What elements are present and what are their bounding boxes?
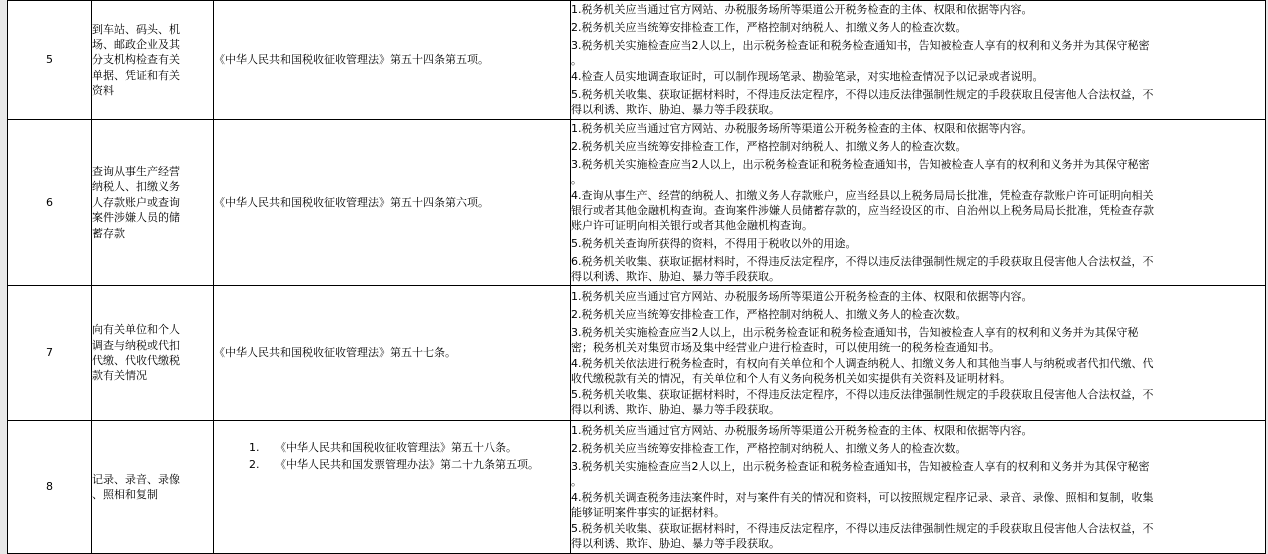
requirements-cell[interactable] bbox=[571, 1, 1266, 120]
tax-inspection-table bbox=[7, 0, 1266, 554]
requirement-line: 3.税务机关实施检查应当2人以上，出示税务检查证和税务检查通知书，告知被检查人享有的权利和义务并为其保守秘 bbox=[571, 325, 1139, 339]
requirement-item bbox=[571, 387, 1265, 418]
requirement-line: 4.查询从事生产、经营的纳税人、扣缴义务人存款账户，应当经县以上税务局局长批准，凭检查存款账户许可证明向相关 bbox=[571, 188, 1154, 202]
item-cell[interactable] bbox=[92, 120, 214, 286]
item-name-line: 资料 bbox=[92, 84, 114, 98]
requirement-line: 3.税务机关实施检查应当2人以上，出示税务检查证和税务检查通知书，告知被检查人享有的权利和义务并为其保守秘密 bbox=[571, 459, 1150, 473]
requirement-item bbox=[571, 188, 1265, 236]
requirement-item bbox=[571, 236, 1265, 254]
requirement-item bbox=[571, 254, 1265, 285]
row-number-cell[interactable] bbox=[8, 1, 92, 120]
legal-basis-item bbox=[214, 422, 570, 454]
legal-basis-cell[interactable] bbox=[214, 120, 571, 286]
table-row bbox=[8, 1, 1266, 120]
item-name-line: 单据、凭证和有关 bbox=[92, 68, 180, 82]
table-row bbox=[8, 421, 1266, 554]
table-row bbox=[8, 120, 1266, 286]
row-number: 8 bbox=[46, 480, 53, 494]
item-name-line: 记录、录音、录像 bbox=[92, 472, 180, 486]
requirements-cell[interactable] bbox=[571, 286, 1266, 421]
item-cell[interactable] bbox=[92, 286, 214, 421]
legal-basis-index: 1. bbox=[248, 441, 260, 454]
item-name-line: 纳税人、扣缴义务 bbox=[92, 180, 180, 194]
requirement-item bbox=[571, 423, 1265, 441]
requirement-item bbox=[571, 139, 1265, 157]
row-number: 6 bbox=[46, 195, 53, 209]
requirement-item bbox=[571, 325, 1265, 356]
legal-basis-text: 《中华人民共和国税收征收管理法》第五十四条第六项。 bbox=[214, 195, 489, 209]
requirement-line: 3.税务机关实施检查应当2人以上，出示税务检查证和税务检查通知书，告知被检查人享有的权利和义务并为其保守秘密 bbox=[571, 39, 1150, 52]
requirement-item bbox=[571, 490, 1265, 521]
requirement-line: 得以利诱、欺诈、胁迫、暴力等手段获取。 bbox=[571, 402, 780, 416]
requirement-line: 5.税务机关查询所获得的资料，不得用于税收以外的用途。 bbox=[571, 236, 857, 250]
requirement-line: 银行或者其他金融机构查询。查询案件涉嫌人员储蓄存款的，应当经设区的市、自治州以上税务局局长批准，凭检查存款 bbox=[571, 203, 1154, 217]
legal-basis-text: 《中华人民共和国税收征收管理法》第五十七条。 bbox=[214, 346, 456, 360]
row-number-cell[interactable] bbox=[8, 421, 92, 554]
legal-basis-text: 《中华人民共和国税收征收管理法》第五十四条第五项。 bbox=[214, 53, 489, 67]
requirement-line: 1.税务机关应当通过官方网站、办税服务场所等渠道公开税务检查的主体、权限和依据等内容。 bbox=[571, 423, 1033, 437]
row-number: 5 bbox=[46, 53, 53, 67]
requirement-line: 。 bbox=[571, 474, 582, 488]
legal-basis-cell[interactable] bbox=[214, 1, 571, 120]
item-name-line: 到车站、码头、机 bbox=[92, 22, 180, 36]
requirement-item bbox=[571, 20, 1265, 38]
item-name-line: 分支机构检查有关 bbox=[92, 53, 180, 67]
requirement-line: 4.税务机关依法进行税务检查时，有权向有关单位和个人调查纳税人、扣缴义务人和其他当事人与纳税或者代扣代缴、代 bbox=[571, 356, 1154, 370]
requirement-line: 1.税务机关应当通过官方网站、办税服务场所等渠道公开税务检查的主体、权限和依据等内容。 bbox=[571, 3, 1033, 16]
item-name-line: 蓄存款 bbox=[92, 226, 125, 240]
legal-basis-text: 《中华人民共和国税收征收管理法》第五十八条。 bbox=[274, 441, 517, 454]
requirement-line: 。 bbox=[571, 54, 582, 68]
requirement-item bbox=[571, 521, 1265, 552]
item-name-line: 人存款账户或查询 bbox=[92, 195, 180, 209]
legal-basis-cell[interactable] bbox=[214, 286, 571, 421]
row-number: 7 bbox=[46, 346, 53, 360]
item-name-line: 款有关情况 bbox=[92, 369, 147, 383]
item-name-line: 查询从事生产经营 bbox=[92, 165, 180, 179]
requirement-item bbox=[571, 157, 1265, 188]
requirement-line: 账户许可证明向相关银行或者其他金融机构查询。 bbox=[571, 219, 813, 233]
requirement-line: 3.税务机关实施检查应当2人以上，出示税务检查证和税务检查通知书，告知被检查人享有的权利和义务并为其保守秘密 bbox=[571, 157, 1150, 171]
requirement-item bbox=[571, 289, 1265, 307]
requirement-item bbox=[571, 38, 1265, 69]
legal-basis-text: 《中华人民共和国发票管理办法》第二十九条第五项。 bbox=[274, 458, 539, 471]
requirement-line: 5.税务机关收集、获取证据材料时，不得违反法定程序，不得以违反法律强制性规定的手段获取且侵害他人合法权益，不 bbox=[571, 387, 1154, 401]
item-name-line: 案件涉嫌人员的储 bbox=[92, 211, 180, 225]
item-name-line: 代缴、代收代缴税 bbox=[92, 354, 180, 367]
requirement-line: 得以利诱、欺诈、胁迫、暴力等手段获取。 bbox=[571, 103, 780, 117]
requirement-item bbox=[571, 2, 1265, 20]
item-cell[interactable] bbox=[92, 1, 214, 120]
requirement-line: 4.检查人员实地调查取证时，可以制作现场笔录、勘验笔录，对实地检查情况予以记录或者说明。 bbox=[571, 70, 1044, 83]
requirement-line: 得以利诱、欺诈、胁迫、暴力等手段获取。 bbox=[571, 269, 780, 283]
item-name-line: 向有关单位和个人 bbox=[92, 323, 180, 337]
requirement-line: 能够证明案件事实的证据材料。 bbox=[571, 505, 725, 519]
requirement-item bbox=[571, 121, 1265, 139]
table-row bbox=[8, 286, 1266, 421]
requirement-line: 2.税务机关应当统筹安排检查工作，严格控制对纳税人、扣缴义务人的检查次数。 bbox=[571, 441, 967, 455]
row-number-cell[interactable] bbox=[8, 120, 92, 286]
item-cell[interactable] bbox=[92, 421, 214, 554]
requirement-item bbox=[571, 356, 1265, 387]
requirement-item bbox=[571, 69, 1265, 87]
requirement-line: 2.税务机关应当统筹安排检查工作，严格控制对纳税人、扣缴义务人的检查次数。 bbox=[571, 139, 967, 153]
requirement-line: 6.税务机关收集、获取证据材料时，不得违反法定程序，不得以违反法律强制性规定的手段获取且侵害他人合法权益，不 bbox=[571, 254, 1154, 268]
requirement-line: 。 bbox=[571, 172, 582, 186]
row-number-cell[interactable] bbox=[8, 286, 92, 421]
requirements-cell[interactable] bbox=[571, 421, 1266, 554]
item-name-line: 调查与纳税或代扣 bbox=[92, 338, 180, 352]
requirement-line: 1.税务机关应当通过官方网站、办税服务场所等渠道公开税务检查的主体、权限和依据等内容。 bbox=[571, 289, 1033, 303]
item-name-line: 、照相和复制 bbox=[92, 488, 158, 501]
requirement-line: 收代缴税款有关的情况，有关单位和个人有义务向税务机关如实提供有关资料及证明材料。 bbox=[571, 371, 1011, 385]
requirement-line: 密；税务机关对集贸市场及集中经营业户进行检查时，可以使用统一的税务检查通知书。 bbox=[571, 340, 1000, 354]
requirement-item bbox=[571, 87, 1265, 118]
requirement-line: 4.税务机关调查税务违法案件时，对与案件有关的情况和资料，可以按照规定程序记录、录音、录像、照相和复制，收集 bbox=[571, 490, 1154, 504]
requirement-item bbox=[571, 459, 1265, 490]
requirements-cell[interactable] bbox=[571, 120, 1266, 286]
legal-basis-cell[interactable] bbox=[214, 421, 571, 554]
legal-basis-index: 2. bbox=[248, 458, 260, 471]
requirement-line: 2.税务机关应当统筹安排检查工作，严格控制对纳税人、扣缴义务人的检查次数。 bbox=[571, 21, 967, 34]
requirement-item bbox=[571, 307, 1265, 325]
item-name-line: 场、邮政企业及其 bbox=[92, 37, 180, 51]
requirement-line: 得以利诱、欺诈、胁迫、暴力等手段获取。 bbox=[571, 536, 780, 550]
requirement-line: 1.税务机关应当通过官方网站、办税服务场所等渠道公开税务检查的主体、权限和依据等内容。 bbox=[571, 121, 1033, 135]
requirement-item bbox=[571, 441, 1265, 459]
requirement-line: 2.税务机关应当统筹安排检查工作，严格控制对纳税人、扣缴义务人的检查次数。 bbox=[571, 307, 967, 321]
requirement-line: 5.税务机关收集、获取证据材料时，不得违反法定程序，不得以违反法律强制性规定的手段获取且侵害他人合法权益，不 bbox=[571, 88, 1154, 101]
requirement-line: 5.税务机关收集、获取证据材料时，不得违反法定程序，不得以违反法律强制性规定的手段获取且侵害他人合法权益，不 bbox=[571, 521, 1154, 535]
